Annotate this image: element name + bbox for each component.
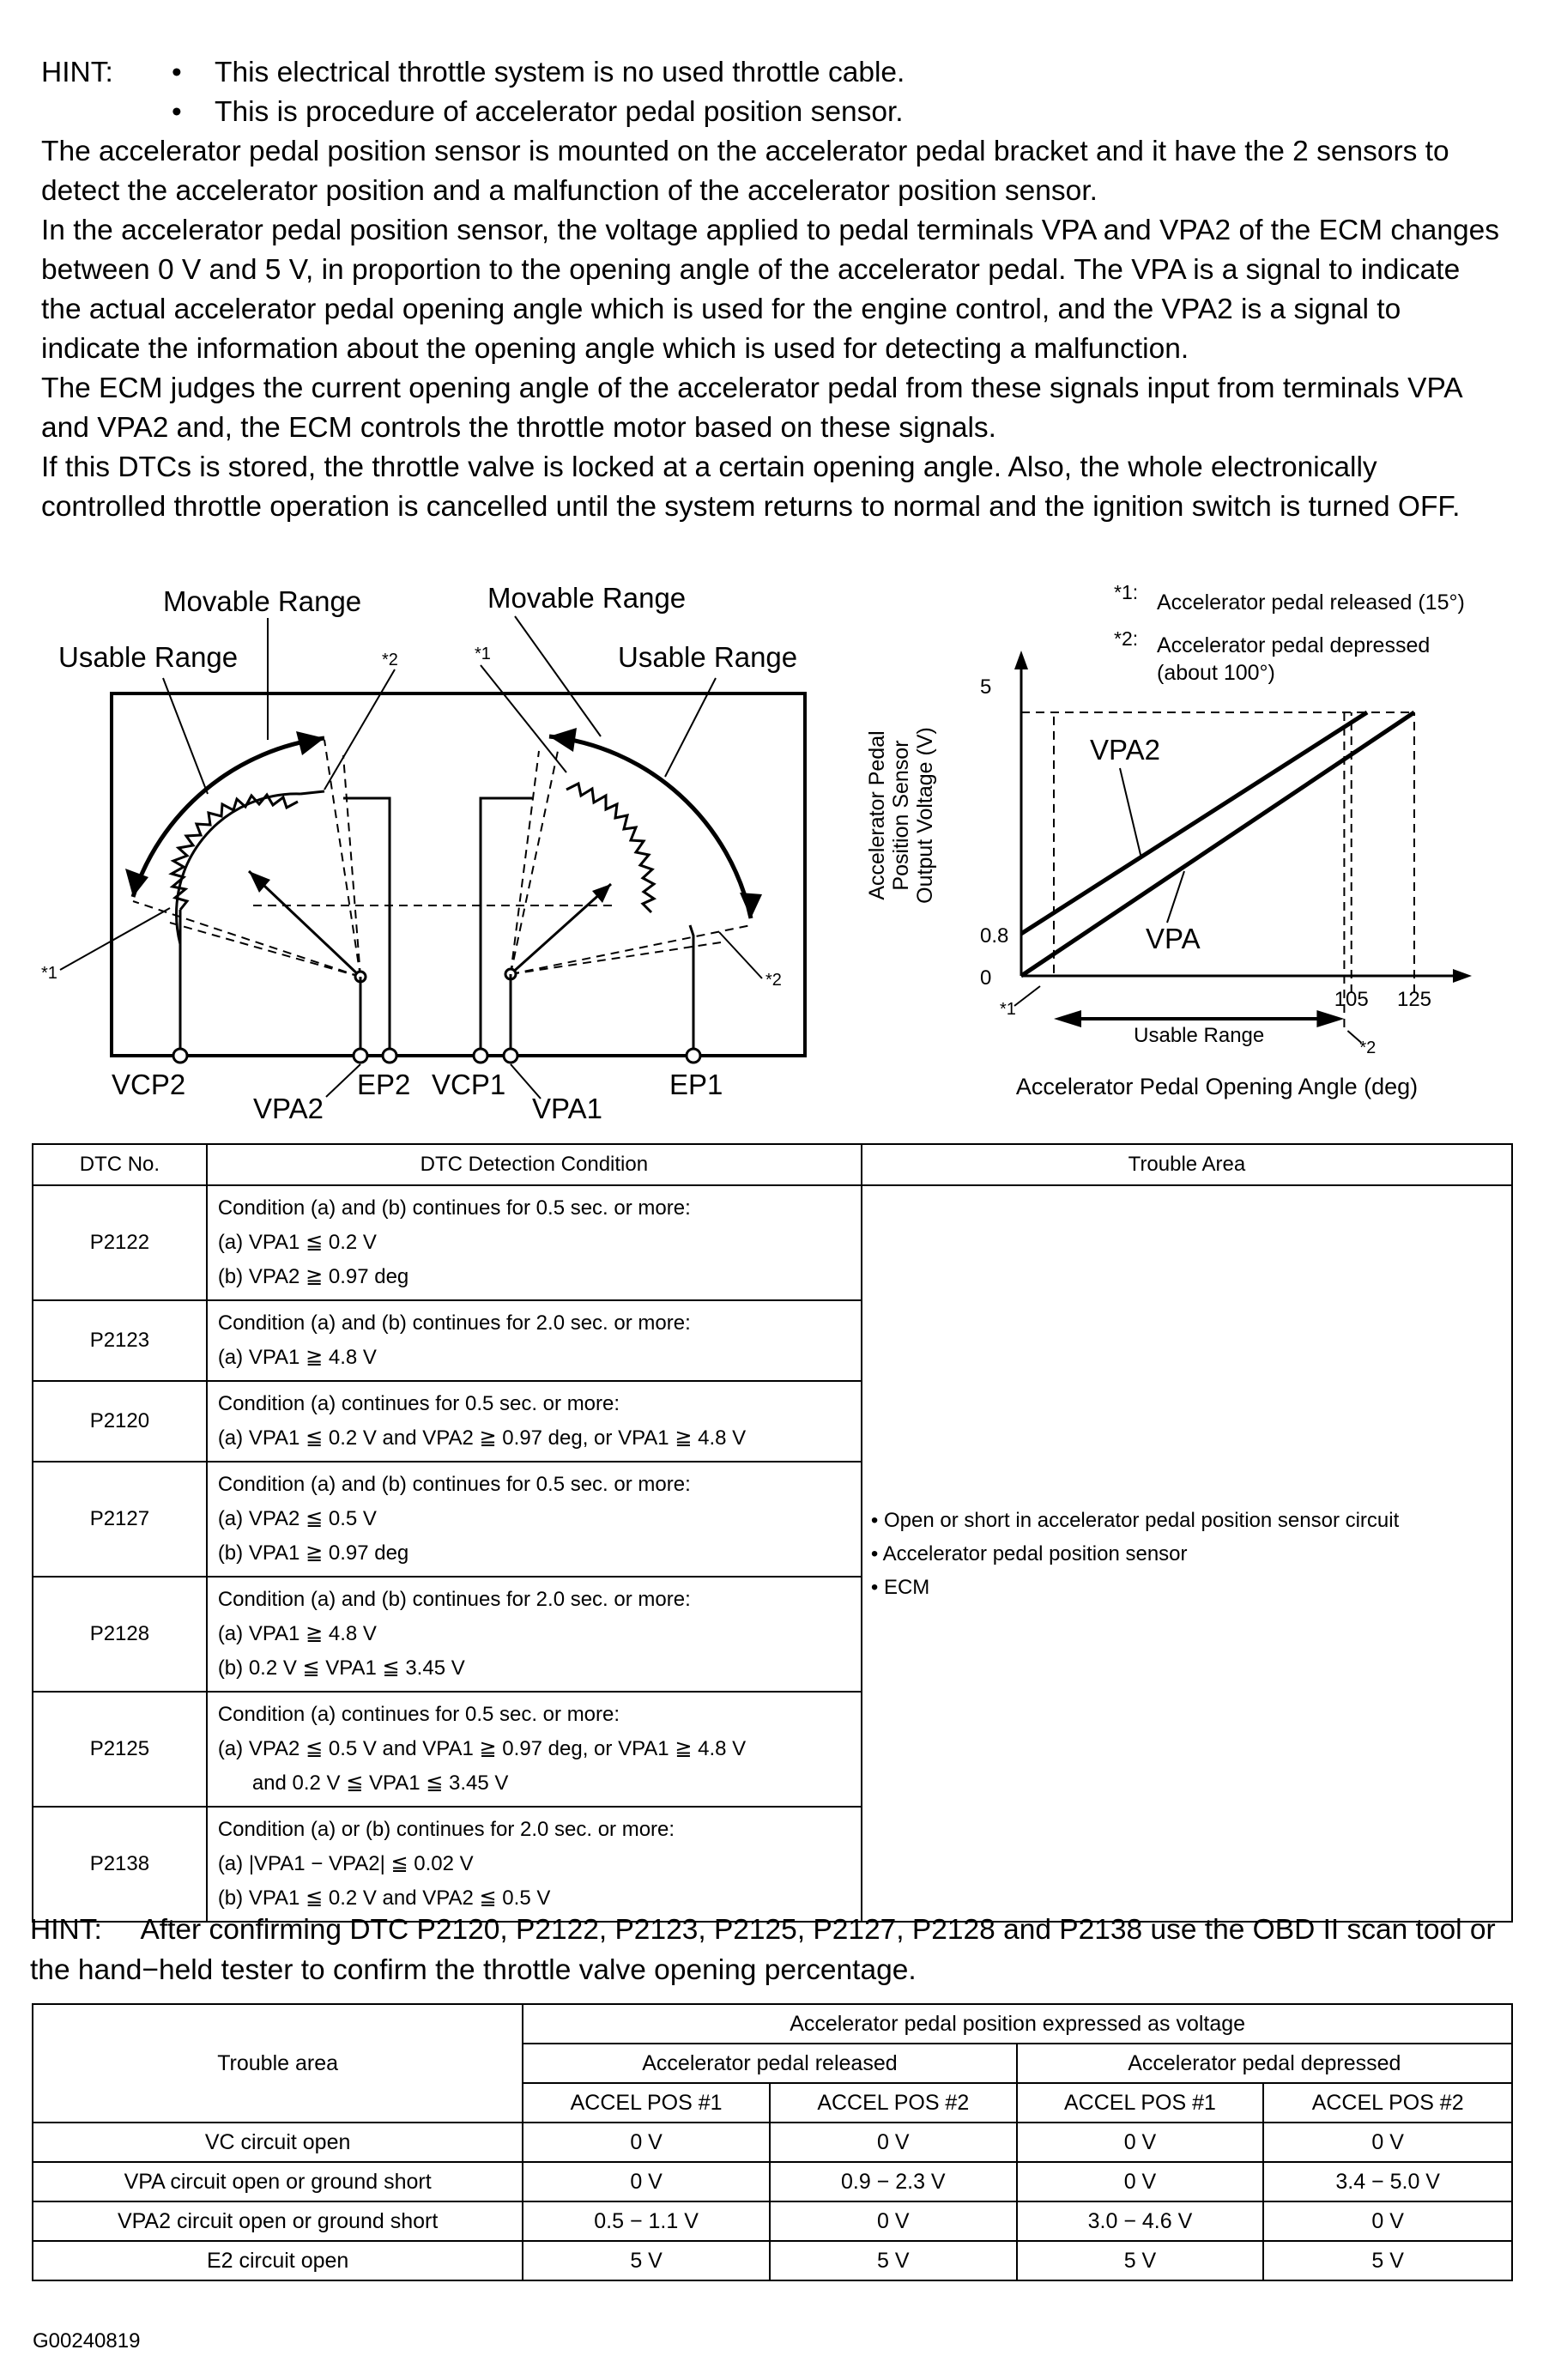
column-header: Trouble Area [862,1144,1512,1185]
trouble-area [862,1185,1512,1922]
output-voltage-chart [865,581,1472,1099]
x-axis-arrow-icon [1453,969,1472,983]
terminal-vpa2: VPA2 [253,1093,324,1124]
hint-row-1 [41,53,1500,93]
hint-label: HINT: [41,57,113,88]
dtc-condition [207,1300,862,1381]
bullet-icon: • [870,1541,883,1565]
trouble-area-item [871,1571,1510,1604]
y-tick-label: 5 [980,675,992,699]
condition-line: (a) VPA1 ≧ 4.8 V [217,1622,377,1645]
column-header: ACCEL POS #2 [1263,2083,1512,2123]
figure-id: G00240819 [33,2329,141,2353]
y-tick-label: 0 [980,966,992,990]
bullet-icon: • [870,1575,884,1599]
dtc-condition [207,1807,862,1922]
condition-line: (b) VPA1 ≧ 0.97 deg [217,1541,409,1565]
condition-line: Condition (a) continues for 0.5 sec. or more: [217,1392,620,1415]
note-1-marker: *1: [1114,581,1139,603]
column-header: DTC Detection Condition [207,1144,862,1185]
trouble-area-header: Trouble area [33,2004,523,2123]
right-sensor-element [481,728,762,1056]
movable-range-arc-right [549,736,751,918]
movable-range-left-label: Movable Range [163,585,362,617]
paragraph: In the accelerator pedal position sensor, the voltage applied to pedal terminals VPA and VPA2 of the ECM changes between 0 V and 5 V, in proportion to the opening angle of the accelerator pedal. The VPA is a signal to indicate the actual accelerator pedal opening angle which is used for the engine control, and the VPA2 is a signal to indicate the information about the opening angle which is used for detecting a malfunction. [41,215,1500,365]
voltage-cell: 0 V [1263,2123,1512,2162]
marker-2-label: *2 [765,971,782,990]
dtc-code: P2128 [33,1577,207,1692]
condition-line: (b) VPA2 ≧ 0.97 deg [217,1265,409,1288]
arrowhead-icon [549,728,577,752]
wiper-arrow-right [511,884,611,974]
voltage-cell: 5 V [523,2241,770,2280]
voltage-cell: 0 V [523,2123,770,2162]
series-line-vpa [1021,712,1414,976]
table-header-row [33,1144,1512,1185]
trouble-area-text: Accelerator pedal position sensor [882,1541,1188,1565]
marker-leader-line [1347,1031,1361,1043]
x-tick-label: 125 [1396,988,1432,1011]
marker-2-label: *2 [382,651,398,669]
condition-line: Condition (a) continues for 0.5 sec. or more: [217,1703,620,1726]
condition-line: Condition (a) and (b) continues for 0.5 sec. or more: [217,1473,691,1496]
dtc-code: P2123 [33,1300,207,1381]
bullet-icon: • [172,96,182,128]
x-tick-label: 105 [1334,988,1369,1011]
dtc-code: P2122 [33,1185,207,1300]
column-header: ACCEL POS #2 [770,2083,1017,2123]
arrowhead-icon [1054,1010,1081,1027]
condition-line: (a) VPA2 ≦ 0.5 V and VPA1 ≧ 0.97 deg, or VPA1 ≧ 4.8 V [217,1737,747,1760]
trouble-area-cell: VPA2 circuit open or ground short [33,2201,523,2241]
hint-bullet-1: This electrical throttle system is no used throttle cable. [215,57,905,88]
trouble-area-text: Open or short in accelerator pedal position sensor circuit [883,1508,1400,1532]
terminal-ep1: EP1 [669,1069,723,1100]
voltage-table [32,2003,1513,2281]
column-header: ACCEL POS #1 [523,2083,770,2123]
terminal-ep2: EP2 [357,1069,411,1100]
condition-line: Condition (a) and (b) continues for 2.0 sec. or more: [217,1588,691,1611]
dtc-condition [207,1577,862,1692]
marker-2-label: *2 [1359,1039,1377,1057]
dtc-code: P2127 [33,1462,207,1577]
voltage-cell: 0.5 − 1.1 V [523,2201,770,2241]
bullet-icon: • [870,1508,884,1532]
trouble-area-cell: E2 circuit open [33,2241,523,2280]
sensor-diagram-figure [0,571,1549,1137]
dtc-condition [207,1692,862,1807]
y-axis-label-line: Position Sensor [889,740,913,891]
movable-range-right-label: Movable Range [487,582,687,614]
series-leader-line [1120,768,1141,858]
voltage-cell: 0 V [523,2162,770,2201]
dtc-code: P2120 [33,1381,207,1462]
condition-line: (a) |VPA1 − VPA2| ≦ 0.02 V [217,1852,474,1875]
voltage-cell: 5 V [770,2241,1017,2280]
note-2-marker: *2: [1114,627,1139,650]
table-row [33,2241,1512,2280]
voltage-group-header: Accelerator pedal position expressed as voltage [523,2004,1512,2044]
condition-line: (a) VPA1 ≦ 0.2 V and VPA2 ≧ 0.97 deg, or VPA1 ≧ 4.8 V [217,1426,747,1450]
arrowhead-icon [1316,1010,1344,1027]
condition-line: Condition (a) and (b) continues for 0.5 sec. or more: [217,1196,691,1220]
voltage-cell: 0 V [1263,2201,1512,2241]
condition-line: (a) VPA1 ≦ 0.2 V [217,1231,377,1254]
paragraph: The ECM judges the current opening angle of the accelerator pedal from these signals input from terminals VPA and VPA2 and, the ECM controls the throttle motor based on these signals. [41,372,1461,444]
trouble-area-item [871,1504,1510,1537]
trouble-area-cell: VC circuit open [33,2123,523,2162]
usable-range-label: Usable Range [1134,1024,1265,1047]
hint-2-text: After confirming DTC P2120, P2122, P2123, P2125, P2127, P2128 and P2138 use the OBD II scan tool or the hand−held tester to confirm the throttle valve opening percentage. [30,1914,1496,1986]
usable-range-right-label: Usable Range [618,641,798,673]
sensor-housing-box [112,693,805,1056]
table-row [33,2201,1512,2241]
condition-line: Condition (a) or (b) continues for 2.0 sec. or more: [217,1818,675,1841]
arrowhead-icon [125,869,148,897]
marker-1-label: *1 [1000,1000,1016,1019]
dtc-code: P2138 [33,1807,207,1922]
voltage-cell: 0 V [770,2123,1017,2162]
voltage-cell: 3.4 − 5.0 V [1263,2162,1512,2201]
dtc-table [32,1143,1513,1923]
table-row [33,1185,1512,1300]
condition-line: Condition (a) and (b) continues for 2.0 sec. or more: [217,1311,691,1335]
dtc-code: P2125 [33,1692,207,1807]
marker-1-label: *1 [475,645,491,663]
condition-line: (a) VPA1 ≧ 4.8 V [217,1346,377,1369]
column-header: ACCEL POS #1 [1017,2083,1264,2123]
intro-text [41,53,1500,527]
released-header: Accelerator pedal released [523,2044,1016,2083]
voltage-cell: 5 V [1263,2241,1512,2280]
marker-1-label: *1 [41,964,57,983]
wiper-arrow-left [249,871,360,977]
condition-line: (b) VPA1 ≦ 0.2 V and VPA2 ≦ 0.5 V [217,1886,551,1910]
voltage-cell: 5 V [1017,2241,1264,2280]
movable-range-arc-left [133,738,324,897]
note-2-text: Accelerator pedal depressed [1157,633,1431,657]
paragraph: The accelerator pedal position sensor is mounted on the accelerator pedal bracket and it have the 2 sensors to detect the accelerator position and a malfunction of the accelerator position sensor. [41,136,1449,207]
resistor-right [566,784,654,912]
voltage-cell: 3.0 − 4.6 V [1017,2201,1264,2241]
x-axis-label: Accelerator Pedal Opening Angle (deg) [1015,1074,1419,1099]
condition-line: (a) VPA2 ≦ 0.5 V [217,1507,377,1530]
dtc-condition [207,1185,862,1300]
hint-2-label: HINT: [30,1914,102,1946]
marker-leader-line [1014,986,1040,1006]
series-label-vpa2: VPA2 [1090,734,1160,766]
y-axis-arrow-icon [1014,651,1028,669]
table-row [33,2123,1512,2162]
dtc-condition [207,1462,862,1577]
dtc-condition [207,1381,862,1462]
usable-range-left-label: Usable Range [58,641,239,673]
terminal-vpa1: VPA1 [532,1093,602,1124]
condition-line: (b) 0.2 V ≦ VPA1 ≦ 3.45 V [217,1656,465,1680]
bullet-icon: • [172,57,182,88]
terminal-vcp1: VCP1 [432,1069,506,1100]
voltage-cell: 0 V [770,2201,1017,2241]
arrowhead-icon [296,731,324,755]
trouble-area-item [871,1537,1510,1571]
table-row [33,2162,1512,2201]
hint-bullet-2: This is procedure of accelerator pedal position sensor. [215,96,904,128]
column-header: DTC No. [33,1144,207,1185]
arrowhead-icon [740,893,762,918]
y-tick-label: 0.8 [980,924,1009,948]
series-label-vpa: VPA [1146,923,1201,954]
y-axis-label-line: Output Voltage (V) [913,727,937,904]
terminal-vcp2: VCP2 [112,1069,186,1100]
trouble-area-cell: VPA circuit open or ground short [33,2162,523,2201]
note-1-text: Accelerator pedal released (15°) [1157,590,1465,615]
voltage-cell: 0 V [1017,2123,1264,2162]
voltage-cell: 0 V [1017,2162,1264,2201]
note-2-text-line-2: (about 100°) [1157,661,1275,685]
hint-2 [30,1910,1515,1990]
voltage-cell: 0.9 − 2.3 V [770,2162,1017,2201]
series-line-vpa2 [1021,712,1367,934]
trouble-area-text: ECM [883,1575,930,1599]
hint-row-2 [41,93,1500,132]
depressed-header: Accelerator pedal depressed [1017,2044,1512,2083]
left-sensor-element [125,731,618,1056]
paragraph: If this DTCs is stored, the throttle valve is locked at a certain opening angle. Also, the whole electronically controlled throttle operation is cancelled until the system returns to normal and the ignition switch is turned OFF. [41,451,1461,523]
condition-line: and 0.2 V ≦ VPA1 ≦ 3.45 V [251,1771,509,1795]
y-axis-label-line: Accelerator Pedal [865,730,889,900]
